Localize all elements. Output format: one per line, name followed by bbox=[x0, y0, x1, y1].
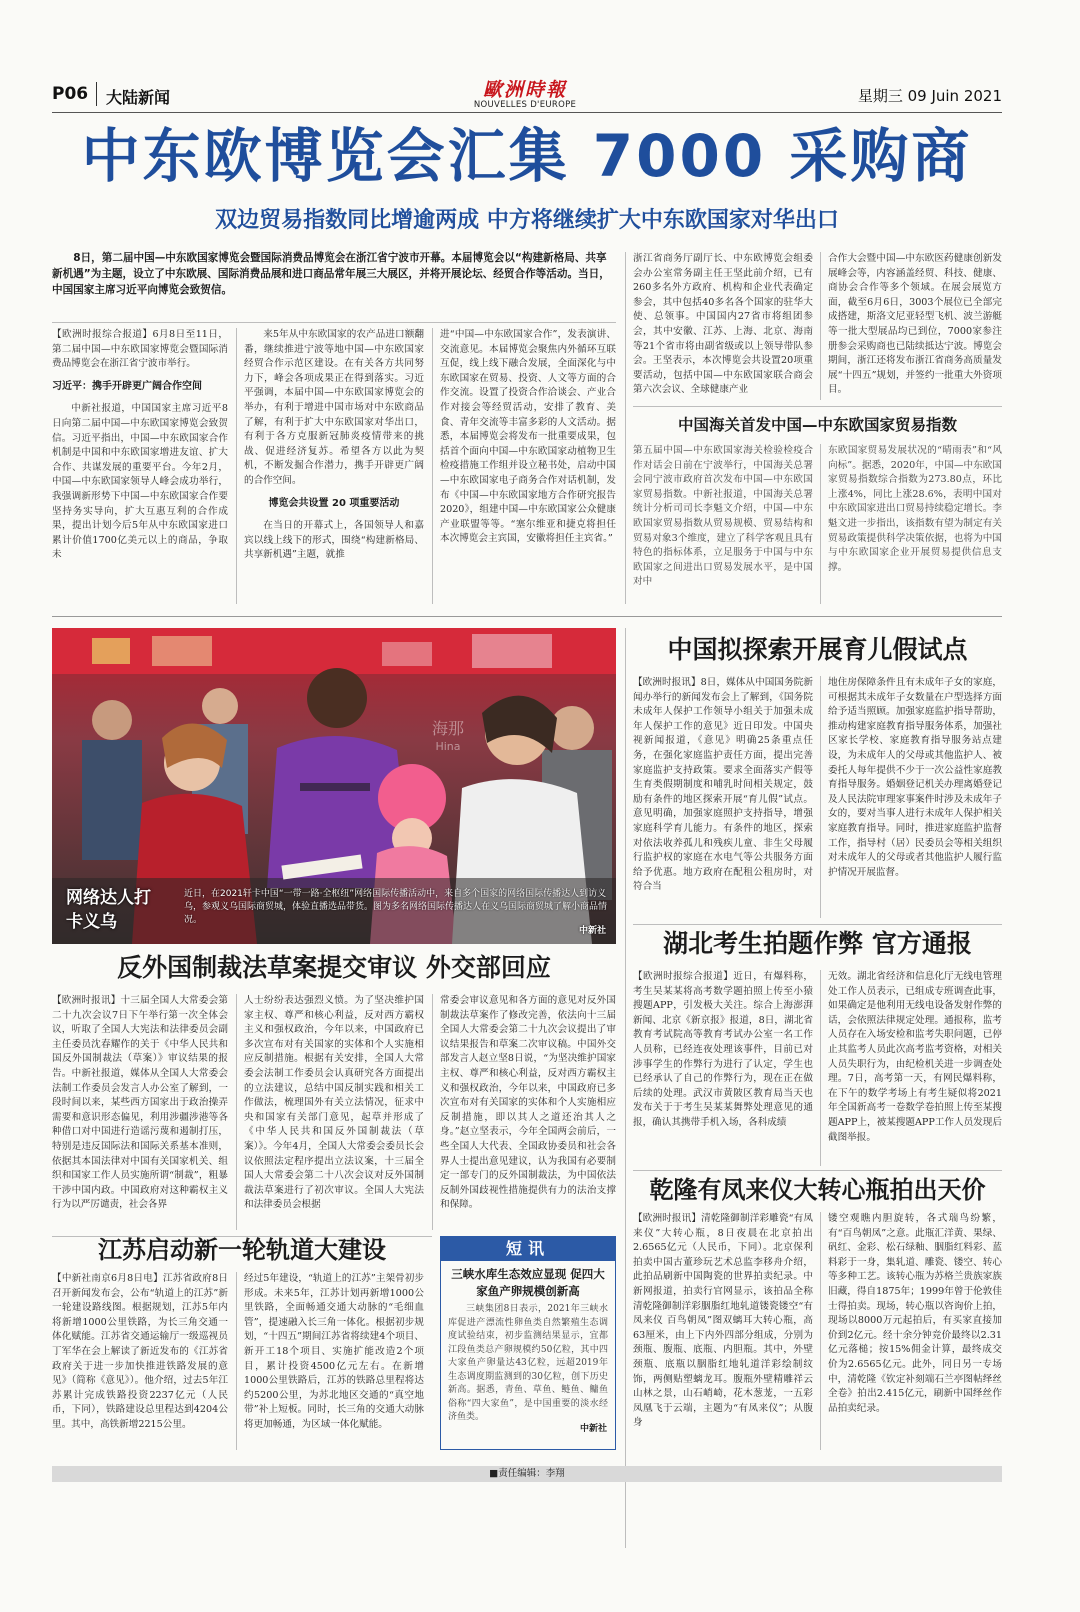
vase-headline: 乾隆有凤来仪大转心瓶拍出天价 bbox=[649, 1176, 986, 1204]
childcare-col-2-text: 地住房保障条件且有未成年子女的家庭，可根据其未成年子女数量在户型选择方面给予适当照顾。加强家庭监护指导帮助，推动构建家庭教育指导服务体系，加强社区家长学校、家庭教育指导服务站点建设，为未成年人的父母或其他监护人、被委托人每年提供不少于一次公益性家庭教育指导服务。婚姻登记机关办理离婚登记及人民法院审理家事案件时涉及未成年子女的，要对当事人进行未成年人保护相关家庭教育指导。同时，推进家庭监护监督工作，指导村（居）民委员会等相关组织对未成年人的父母或者其他监护人履行监护情况开展监督。 bbox=[828, 677, 1002, 878]
lead-col-3 bbox=[440, 328, 616, 604]
lead-col-1b-text: 中新社报道，中国国家主席习近平8日向第二届中国—中东欧国家博览会致贺信。习近平指出，中国—中东欧国家合作机制是中国和中东欧国家增进友谊、扩大合作、共谋发展的重要平台。今年2月，中国—中东欧国家领导人峰会成功举行，我强调新形势下中国—中东欧国家合作要坚持务实导向，扩大互惠互利的合作成果，提出计划今后5年从中东欧国家进口累计价值1700亿美元以上的商品，争取未 bbox=[52, 403, 228, 561]
lead-col-4-text: 浙江省商务厅副厅长、中东欧博览会组委会办公室常务副主任王坚此前介绍，已有260多名外方政府、机构和企业代表确定参会，其中包括40多名各个国家的驻华大使、总领事。中国国内27省市将组团参会，其中安徽、江苏、上海、北京、海南等21个省市将由副省级或以上领导带队参会。王坚表示，本次博览会共设置20项重要活动，包括中国—中东欧国家联合商会第六次会议、全球健康产业 bbox=[633, 253, 813, 396]
brief-body-text: 三峡集团8日表示，2021年三峡水库促进产漂流性卵鱼类自然繁殖生态调度试验结束，初步监测结果显示，宜都江段鱼类总产卵规模约50亿粒，其中四大家鱼产卵量达43亿粒，远超2019年生态调度期监测到的30亿粒，创下历史新高。据悉，青鱼、草鱼、鲢鱼、鳙鱼俗称“四大家鱼”，是中国重要的淡水经济鱼类。 bbox=[448, 1304, 608, 1421]
vase-col-2 bbox=[828, 1212, 1002, 1450]
lead-col-5-text: 合作大会暨中国—中东欧医药健康创新发展峰会等，内容涵盖经贸、科技、健康、商协会合作等多个领域。在展会展览方面，截至6月6日，3003个展位已全部完成搭建，斯洛文尼亚轻型飞机、波兰游艇等一批大型展品均已到位，7000家参注册参会采购商也已陆续抵达宁波。博览会期间，浙江还将发布浙江省商务高质量发展“十四五”规划，并签约一批重大外资项目。 bbox=[828, 253, 1002, 396]
rail-col-2 bbox=[244, 1272, 424, 1450]
rail-col-1-text: 【中新社南京6月8日电】江苏省政府8日召开新闻发布会，公布“轨道上的江苏”新一轮建设路线图。根据规划，江苏5年内将新增1000公里铁路，为长三角交通一体化赋能。江苏省交通运输厅一级巡视员丁军华在会上解读了新近发布的《江苏省政府关于进一步加快推进铁路发展的意见》（简称《意见》）。他介绍，过去5年江苏累计完成铁路投资2237亿元（人民币，下同），铁路建设总里程达到4204公里。其中，高铁新增2215公里。 bbox=[52, 1273, 228, 1430]
col-divider bbox=[820, 444, 821, 604]
customs-col-2 bbox=[828, 444, 1002, 604]
news-photo bbox=[52, 628, 616, 944]
sanctions-col-1 bbox=[52, 994, 228, 1230]
col-divider bbox=[820, 252, 821, 400]
lead-paragraph: 8日，第二届中国—中东欧国家博览会暨国际消费品博览会在浙江省宁波市开幕。本届博览会以“构建新格局、共享新机遇”为主题，设立了中东欧展、国际消费品展和进口商品常年展三大展区，并将开展论坛、经贸合作等活动。当日，中国国家主席习近平向博览会致贺信。 bbox=[52, 252, 610, 296]
lead-col-4 bbox=[633, 252, 813, 400]
childcare-col-1-text: 【欧洲时报讯】8日，媒体从中国国务院新闻办举行的新闻发布会上了解到，《国务院未成年人保护工作领导小组关于加强未成年人保护工作的意见》近日印发。中国央视新闻报道，《意见》明确25条重点任务，在强化家庭监护责任方面，提出完善家庭监护支持政策。要求全面落实产假等生育类假期制度和哺乳时间相关规定，鼓励有条件的地区探索开展“育儿假”试点。意见明确，加强家庭照护支持指导，增强家庭科学育儿能力。有条件的地区，探索对依法收养孤儿和残疾儿童、非生父母履行监护权的家庭在水电气等公共服务方面给予优惠。地方政府在配租公租房时，对符合当 bbox=[633, 677, 813, 893]
logo bbox=[455, 80, 595, 110]
vase-col-1-text: 【欧洲时报讯】清乾隆御制洋彩雕瓷“有凤来仪”大转心瓶，8日夜晨在北京拍出2.6565亿元（人民币，下同）。北京保利拍卖中国古董珍玩艺术总监李移舟介绍，此拍品刷新中国陶瓷的世界拍卖纪录。中新网报道，拍卖行官网显示，该拍品全称清乾隆御制洋彩胭脂红地轧道镂瓷镂空“有凤来仪 百鸟朝凤”图双螭耳大转心瓶，高63厘米，由上下内外四部分组成，分别为颈瓶、腹瓶、底瓶、内胆瓶。其中，外壁颈瓶、底瓶以胭脂红地轧道洋彩绘制纹饰，两侧贴塑螭龙耳。腹瓶外壁精雕祥云山林之景，山石峭崎，花木葱茏，一五彩凤凰飞于云端，主题为“有凤来仪”；从腹身 bbox=[633, 1213, 813, 1429]
col-divider bbox=[820, 1212, 821, 1450]
childcare-headline: 中国拟探索开展育儿假试点 bbox=[667, 635, 968, 664]
exam-headline: 湖北考生拍题作弊 官方通报 bbox=[663, 929, 972, 958]
customs-col-2-text: 东欧国家贸易发展状况的“晴雨表”和“风向标”。据悉，2020年，中国—中东欧国家贸易指数综合指数为273.80点，环比上涨4%，同比上涨28.6%，表明中国对中东欧国家进出口贸易持续稳定增长。李魁文进一步指出，该指数有望为制定有关贸易政策提供科学决策依据，也将为中国与中东欧国家企业开展贸易提供信息支撑。 bbox=[828, 445, 1002, 573]
exam-col-1-text: 【欧洲时报综合报道】近日，有爆料称，考生吴某某将高考数学题拍照上传至小猿搜题APP，引发极大关注。综合上海澎湃新闻、北京《新京报》报道，8日，湖北省教育考试院高等教育考试办公室一名工作人员称，已经连夜处理该事件，目前已对涉事学生的作弊行为进行了认定，学生也已经承认了自己的作弊行为，现在正在做后续的处理。武汉市黄陂区教育局当天也发布关于于考生吴某某舞弊处理意见的通报，确认其携带手机入场，各科成绩 bbox=[633, 971, 813, 1128]
photo-overlay-title: 网络达人打卡义乌 bbox=[66, 888, 151, 932]
exam-col-2-text: 无效。湖北省经济和信息化厅无线电管理处工作人员表示，已组成专班调查此事，如果确定是他利用无线电设备发射作弊的话，会依照法律规定处理。通报称，监考人员存在入场安检和监考失职问题，已停止其监考人员此次高考监考资格，对相关人员失职行为，由纪检机关进一步调查处理。7日，高考第一天，有网民爆料称，在下午的数学考场上有考生疑似将2021年全国新高考一卷数学卷拍照上传至某搜题APP上，被某搜题APP工作人员发现后截图举报。 bbox=[828, 971, 1002, 1143]
lead-subhead-1: 习近平：携手开辟更广阔合作空间 bbox=[52, 380, 202, 392]
sanctions-col-3 bbox=[440, 994, 616, 1230]
exam-col-1 bbox=[633, 970, 813, 1166]
childcare-col-1 bbox=[633, 676, 813, 918]
lead-headline: 中东欧博览会汇集 7000 采购商 bbox=[81, 122, 973, 190]
photo-caption-text: 近日，在2021轩卡中国“一带一路·全枢纽”网络国际传播活动中，来自多个国家的网络国际传播达人到访义乌，参观义乌国际商贸城，体验直播选品带货。图为多名网络国际传播达人在义乌国际商贸城了解小商品情况。 bbox=[184, 889, 608, 925]
col-divider bbox=[236, 994, 237, 1230]
section-rule bbox=[633, 406, 1002, 407]
lead-subheadline: 双边贸易指数同比增逾两成 中方将继续扩大中东欧国家对华出口 bbox=[215, 208, 839, 233]
photo-caption bbox=[184, 888, 608, 940]
lead-col-1-text: 【欧洲时报综合报道】6月8日至11日，第二届中国—中东欧国家博览会暨国际消费品博览会在浙江省宁波市举行。 bbox=[52, 329, 228, 370]
col-divider bbox=[236, 1272, 237, 1450]
exam-col-2 bbox=[828, 970, 1002, 1166]
sanctions-col-2-text: 人士纷纷表达强烈义愤。为了坚决维护国家主权、尊严和核心利益，反对西方霸权主义和强权政治，今年以来，中国政府已多次宣布对有关国家的实体和个人实施相应反制措施。根据有关安排，全国人大常委会法制工作委员会认真研究各方面提出的立法建议，总结中国反制实践和相关工作做法，梳理国外有关立法情况，征求中央和国家有关部门意见，起草并形成了《中华人民共和国反外国制裁法（草案）》。今年4月，全国人大常委会委员长会议依照法定程序提出立法议案，十三届全国人大常委会第二十八次会议对反外国制裁法草案进行了初次审议。全国人大宪法和法律委员会根据 bbox=[244, 995, 424, 1211]
lead-rule bbox=[52, 322, 616, 323]
photo-credit: 中新社 bbox=[578, 926, 606, 936]
col-divider bbox=[236, 328, 237, 604]
childcare-col-2 bbox=[828, 676, 1002, 918]
col-divider bbox=[432, 994, 433, 1230]
brief-body bbox=[441, 1303, 615, 1421]
lead-col-1 bbox=[52, 328, 228, 604]
customs-col-1-text: 第五届中国—中东欧国家海关检验检疫合作对话会日前在宁波举行，中国海关总署会同宁波市政府首次发布中国—中东欧国家贸易指数。中新社报道，中国海关总署统计分析司司长李魁文介绍，中国—中东欧国家贸易指数从贸易规模、贸易结构和贸易对象3个维度，建立了科学客观且具有特色的指标体系，立足服务于中国与中东欧国家之间进出口贸易发展水平，是中国对中 bbox=[633, 445, 813, 588]
brief-credit: 中新社 bbox=[579, 1424, 607, 1434]
brief-headline: 三峡水库生态效应显现 促四大家鱼产卵规模创新高 bbox=[451, 1267, 605, 1298]
col-divider bbox=[625, 252, 626, 604]
col-divider bbox=[432, 328, 433, 604]
section-rule bbox=[52, 616, 1002, 617]
photo-watermark-en: Hina bbox=[435, 740, 461, 753]
brief-label: 短讯 bbox=[441, 1237, 615, 1261]
vase-col-1 bbox=[633, 1212, 813, 1450]
section-name: 大陆新闻 bbox=[106, 88, 171, 107]
section-rule bbox=[633, 1170, 1002, 1171]
sanctions-col-1-text: 【欧洲时报讯】十三届全国人大常委会第二十九次会议7日下午举行第一次全体会议，听取了全国人大宪法和法律委员会副主任委员沈春耀作的关于《中华人民共和国反外国制裁法（草案）》审议结果的报告。中新社报道，媒体从全国人大常委会法制工作委员会发言人办公室了解到，一段时间以来，某些西方国家出于政治操弄需要和意识形态偏见，利用涉疆涉港等各种借口对中国进行造谣污蔑和遏制打压，特别是违反国际法和国际关系基本准则，依据其本国法律对中国有关国家机关、组织和国家工作人员实施所谓“制裁”，粗暴干涉中国内政。中国政府对这种霸权主义行为以严厉谴责，社会各界 bbox=[52, 995, 228, 1211]
lead-col-3-text: 进“中国—中东欧国家合作”，发表演讲、交流意见。本届博览会聚焦内外循环互联互促，线上线下融合发展，全面深化与中东欧国家在贸易、投资、人文等方面的合作交流。设置了投资合作洽谈会、产业合作对接会等经贸活动，安排了教育、美食、青年交流等丰富多彩的人文活动。据悉，本届博览会将发布一批重要成果，包括首个面向中国—中东欧国家动植物卫生检疫措施工作组并设立秘书处，启动中国—中东欧国家电子商务合作对话机制，发布《中国—中东欧国家地方合作研究报告2020》，组建中国—中东欧国家公众健康产业联盟等等。“塞尔维亚和捷克将担任本次博览会主宾国，安徽将担任主宾省。” bbox=[440, 329, 616, 545]
editor-bar bbox=[52, 1466, 1002, 1482]
col-divider bbox=[625, 628, 626, 1548]
rail-col-2-text: 经过5年建设，“轨道上的江苏”主架骨初步形成。未来5年，江苏计划再新增1000公里铁路，全面畅通交通大动脉的“毛细血管”，提速融入长三角一体化。根据初步规划，“十四五”期间江苏省将续建4个项目、新开工18个项目、实施扩能改造2个项目，累计投资4500亿元左右。在新增1000公里铁路后，江苏的铁路总里程将达约5200公里，为苏北地区交通的“真空地带”补上短板。同时，长三角的交通大动脉将更加畅通，为区域一体化赋能。 bbox=[244, 1273, 424, 1430]
masthead-divider bbox=[96, 82, 97, 106]
rail-col-1 bbox=[52, 1272, 228, 1450]
logo-cn: 歐洲時報 bbox=[482, 79, 567, 101]
vase-col-2-text: 镂空观瞧内胆旋转，各式瑞鸟纷繁，有“百鸟朝凤”之意。此瓶汇洋黄、果绿、矾红、金彩、松石绿釉、胭脂红料彩、蓝料彩于一身，集轧道、雕瓷、镂空、转心等多种工艺。该转心瓶为苏格兰贵族家族旧藏，得自1875年；1999年曾于伦敦佳士得拍卖。现场，转心瓶以咨询价上拍，现场以8000万元起拍后，有买家直接加价到2亿元。经十余分钟竞价最终以2.31亿元落槌；按15%佣金计算，最终成交价为2.6565亿元。此外，同日另一专场中，清乾隆《钦定补刻端石兰亭图帖绎丝全卷》拍出2.415亿元，刷新中国绎丝作品拍卖纪录。 bbox=[828, 1213, 1002, 1414]
issue-date: 星期三 09 Juin 2021 bbox=[857, 87, 1002, 105]
brief-box bbox=[440, 1236, 616, 1450]
logo-fr: NOUVELLES D'EUROPE bbox=[473, 100, 577, 110]
lead-col-5 bbox=[828, 252, 1002, 400]
rail-headline: 江苏启动新一轮轨道大建设 bbox=[98, 1236, 386, 1264]
sanctions-headline: 反外国制裁法草案提交审议 外交部回应 bbox=[117, 953, 551, 982]
lead-subhead-2: 博览会共设置 20 项重要活动 bbox=[268, 497, 400, 509]
sanctions-col-2 bbox=[244, 994, 424, 1230]
photo-watermark-cn: 海那 bbox=[432, 719, 465, 738]
customs-headline: 中国海关首发中国—中东欧国家贸易指数 bbox=[677, 416, 957, 434]
lead-col-2 bbox=[244, 328, 424, 604]
lead-col-2-text: 来5年从中东欧国家的农产品进口额翻番，继续推进宁波等地中国—中东欧国家经贸合作示范区建设。在有关各方共同努力下，峰会各项成果正在得到落实。习近平强调，本届中国—中东欧国家博览会的举办，有利于增进中国市场对中东欧商品了解，有利于扩大中东欧国家对华出口，有利于各方克服新冠肺炎疫情带来的挑战、促进经济复苏。希望各方以此为契机，不断发掘合作潜力，携手开辟更广阔的合作空间。 bbox=[244, 329, 424, 486]
col-divider bbox=[820, 970, 821, 1166]
editor-credit: ■责任编辑：李翔 bbox=[489, 1468, 565, 1479]
sanctions-col-3-text: 常委会审议意见和各方面的意见对反外国制裁法草案作了修改完善，依法向十三届全国人大常委会第二十九次会议提出了审议结果报告和草案二次审议稿。中国外交部发言人赵立坚8日说，“为坚决维护国家主权、尊严和核心利益，反对西方霸权主义和强权政治，今年以来，中国政府已多次宣布对有关国家的实体和个人实施相应反制措施，即以其人之道还治其人之身。”赵立坚表示，今年全国两会前后，一些全国人大代表、全国政协委员和社会各界人士提出意见建议，认为我国有必要制定一部专门的反外国制裁法，为中国依法反制外国歧视性措施提供有力的法治支撑和保障。 bbox=[440, 995, 616, 1211]
lead-col-2b-text: 在当日的开幕式上，各国领导人和嘉宾以线上线下的形式，围绕“构建新格局、共享新机遇”主题，就推 bbox=[244, 520, 424, 561]
col-divider bbox=[820, 676, 821, 918]
photo-watermark bbox=[432, 720, 464, 756]
customs-col-1 bbox=[633, 444, 813, 604]
page-number: P06 bbox=[52, 84, 89, 104]
masthead-rule bbox=[52, 112, 1002, 113]
